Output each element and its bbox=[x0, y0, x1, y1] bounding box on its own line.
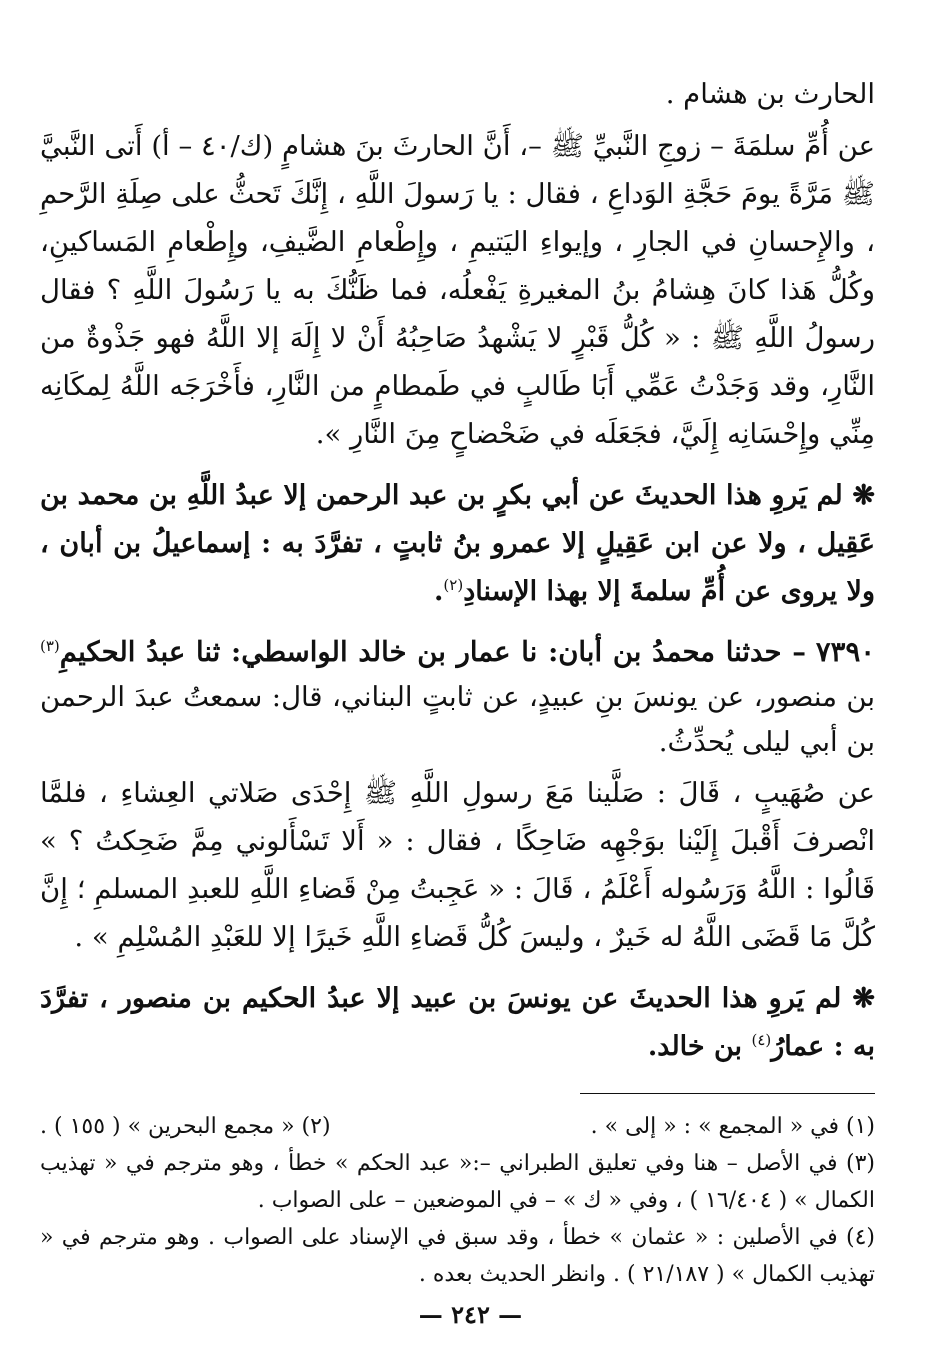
footnote-ref-4: (٤) bbox=[751, 1031, 772, 1049]
commentary-7390-end: بن خالد. bbox=[647, 1031, 743, 1062]
hadith-7390-chain-rest: بن منصور، عن يونسَ بنِ عبيدٍ، عن ثابتٍ البناني، قال: سمعتُ عبدَ الرحمن بن أبي ليلى يُحدِّثُ. bbox=[40, 681, 875, 758]
opening-line: الحارث بن هشام . bbox=[665, 78, 875, 110]
commentary-7389 bbox=[40, 472, 875, 616]
footnotes bbox=[40, 1108, 875, 1293]
hadith-7390-chain-start: – حدثنا محمدُ بن أبان: نا عمار بن خالد الواسطي: ثنا عبدُ الحكيمِ bbox=[59, 636, 806, 668]
hadith-number: ٧٣٩٠ bbox=[815, 636, 875, 668]
hadith-7389-matn: عن أُمِّ سلمَةَ – زوجِ النَّبيِّ ﷺ –، أَنَّ الحارثَ بنَ هشامٍ (ك/٤٠ – أ) أَتى النَّبيَّ ﷺ مَرَّةً يومَ حَجَّةِ الوَداعِ ، فقال : يا رَسولَ اللَّهِ ، إِنَّكَ تَحثُّ على صِلَةِ الرَّحمِ ، والإِحسانِ في الجارِ ، وإيواءِ اليَتيمِ ، وإِطْعامِ الضَّيفِ، وإِطْعامِ المَساكينِ، وكُلُّ هَذا كانَ هِشامُ بنُ المغيرةِ يَفْعلُه، فما ظَنُّكَ به يا رَسُولَ اللَّهِ ؟ فقال رسولُ اللَّهِ ﷺ : « كُلُّ قَبْرٍ لا يَشْهدُ صَاحِبُهُ أَنْ لا إِلَهَ إلا اللَّهُ فهو جَذْوةٌ من النَّارِ، وقد وَجَدْتُ عَمِّي أَبَا طَالبٍ في طَمطامٍ من النَّارِ، فأَخْرَجَه اللَّهُ لِمكَانِه مِنِّي وإِحْسَانِه إِلَيَّ، فجَعَلَه في ضَحْضاحٍ مِنَ النَّارِ ». bbox=[40, 130, 875, 450]
footnote-row-1-2 bbox=[40, 1108, 875, 1145]
hadith-7390-matn: عن صُهَيبٍ ، قَالَ : صَلَّينا مَعَ رسولِ اللَّهِ ﷺ إِحْدَى صَلاتي العِشاءِ ، فلمَّا انْصرفَ أَقْبلَ إِلَيْنا بوَجْهِه ضَاحِكًا ، فقال : « أَلا تَسْأَلوني مِمَّ ضَحِكتُ ؟ » قَالُوا : اللَّهُ وَرَسُوله أَعْلَمُ ، قَالَ : « عَجِبتُ مِنْ قَضاءِ اللَّهِ للعبدِ المسلمِ ؛ إِنَّ كُلَّ مَا قَضَى اللَّهُ له خَيرٌ ، وليسَ كُلُّ قَضاءِ اللَّهِ خَيرًا إلا للعَبْدِ المُسْلِمِ » . bbox=[40, 777, 875, 953]
footnote-2: (٢) « مجمع البحرين » ( ١٥٥ ) . bbox=[40, 1114, 331, 1139]
hadith-7390-isnad bbox=[40, 630, 875, 765]
footnote-1: (١) في « المجمع » : « إلى » . bbox=[590, 1114, 875, 1139]
footnote-ref-3: (٣) bbox=[40, 636, 60, 655]
commentary-7389-text: ❋ لم يَروِ هذا الحديثَ عن أبي بكرٍ بن عبد الرحمن إلا عبدُ اللَّهِ بن محمد بن عَقِيل ، ولا عن ابن عَقِيلٍ إلا عمرو بنُ ثابتٍ ، تفرَّدَ به : إسماعيلُ بن أبان ، ولا يروى عن أُمِّ سلمةَ إلا بهذا الإسنادِ bbox=[40, 480, 875, 607]
commentary-7390-text: ❋ لم يَروِ هذا الحديثَ عن يونسَ بن عبيد إلا عبدُ الحكيم بن منصور ، تفرَّدَ به : عمارُ bbox=[40, 983, 875, 1062]
footnote-4: (٤) في الأصلين : « عثمان » خطأ ، وقد سبق في الإسناد على الصواب . وهو مترجم في « تهذيب الكمال » ( ٢١/١٨٧ ) . وانظر الحديث بعده . bbox=[40, 1225, 875, 1287]
footnote-separator bbox=[580, 1093, 875, 1094]
footnote-ref-2: (٢) bbox=[443, 576, 464, 594]
hadith-7389-text bbox=[40, 122, 875, 458]
page-number: — ٢٤٢ — bbox=[418, 1300, 523, 1329]
footnote-3: (٣) في الأصل – هنا وفي تعليق الطبراني –:« عبد الحكم » خطأ ، وهو مترجم في « تهذيب الكمال » ( ١٦/٤٠٤ ) ، وفي « ك » – في الموضعين – على الصواب . bbox=[40, 1151, 875, 1213]
commentary-7389-end: . bbox=[434, 576, 444, 607]
commentary-7390 bbox=[40, 975, 875, 1071]
